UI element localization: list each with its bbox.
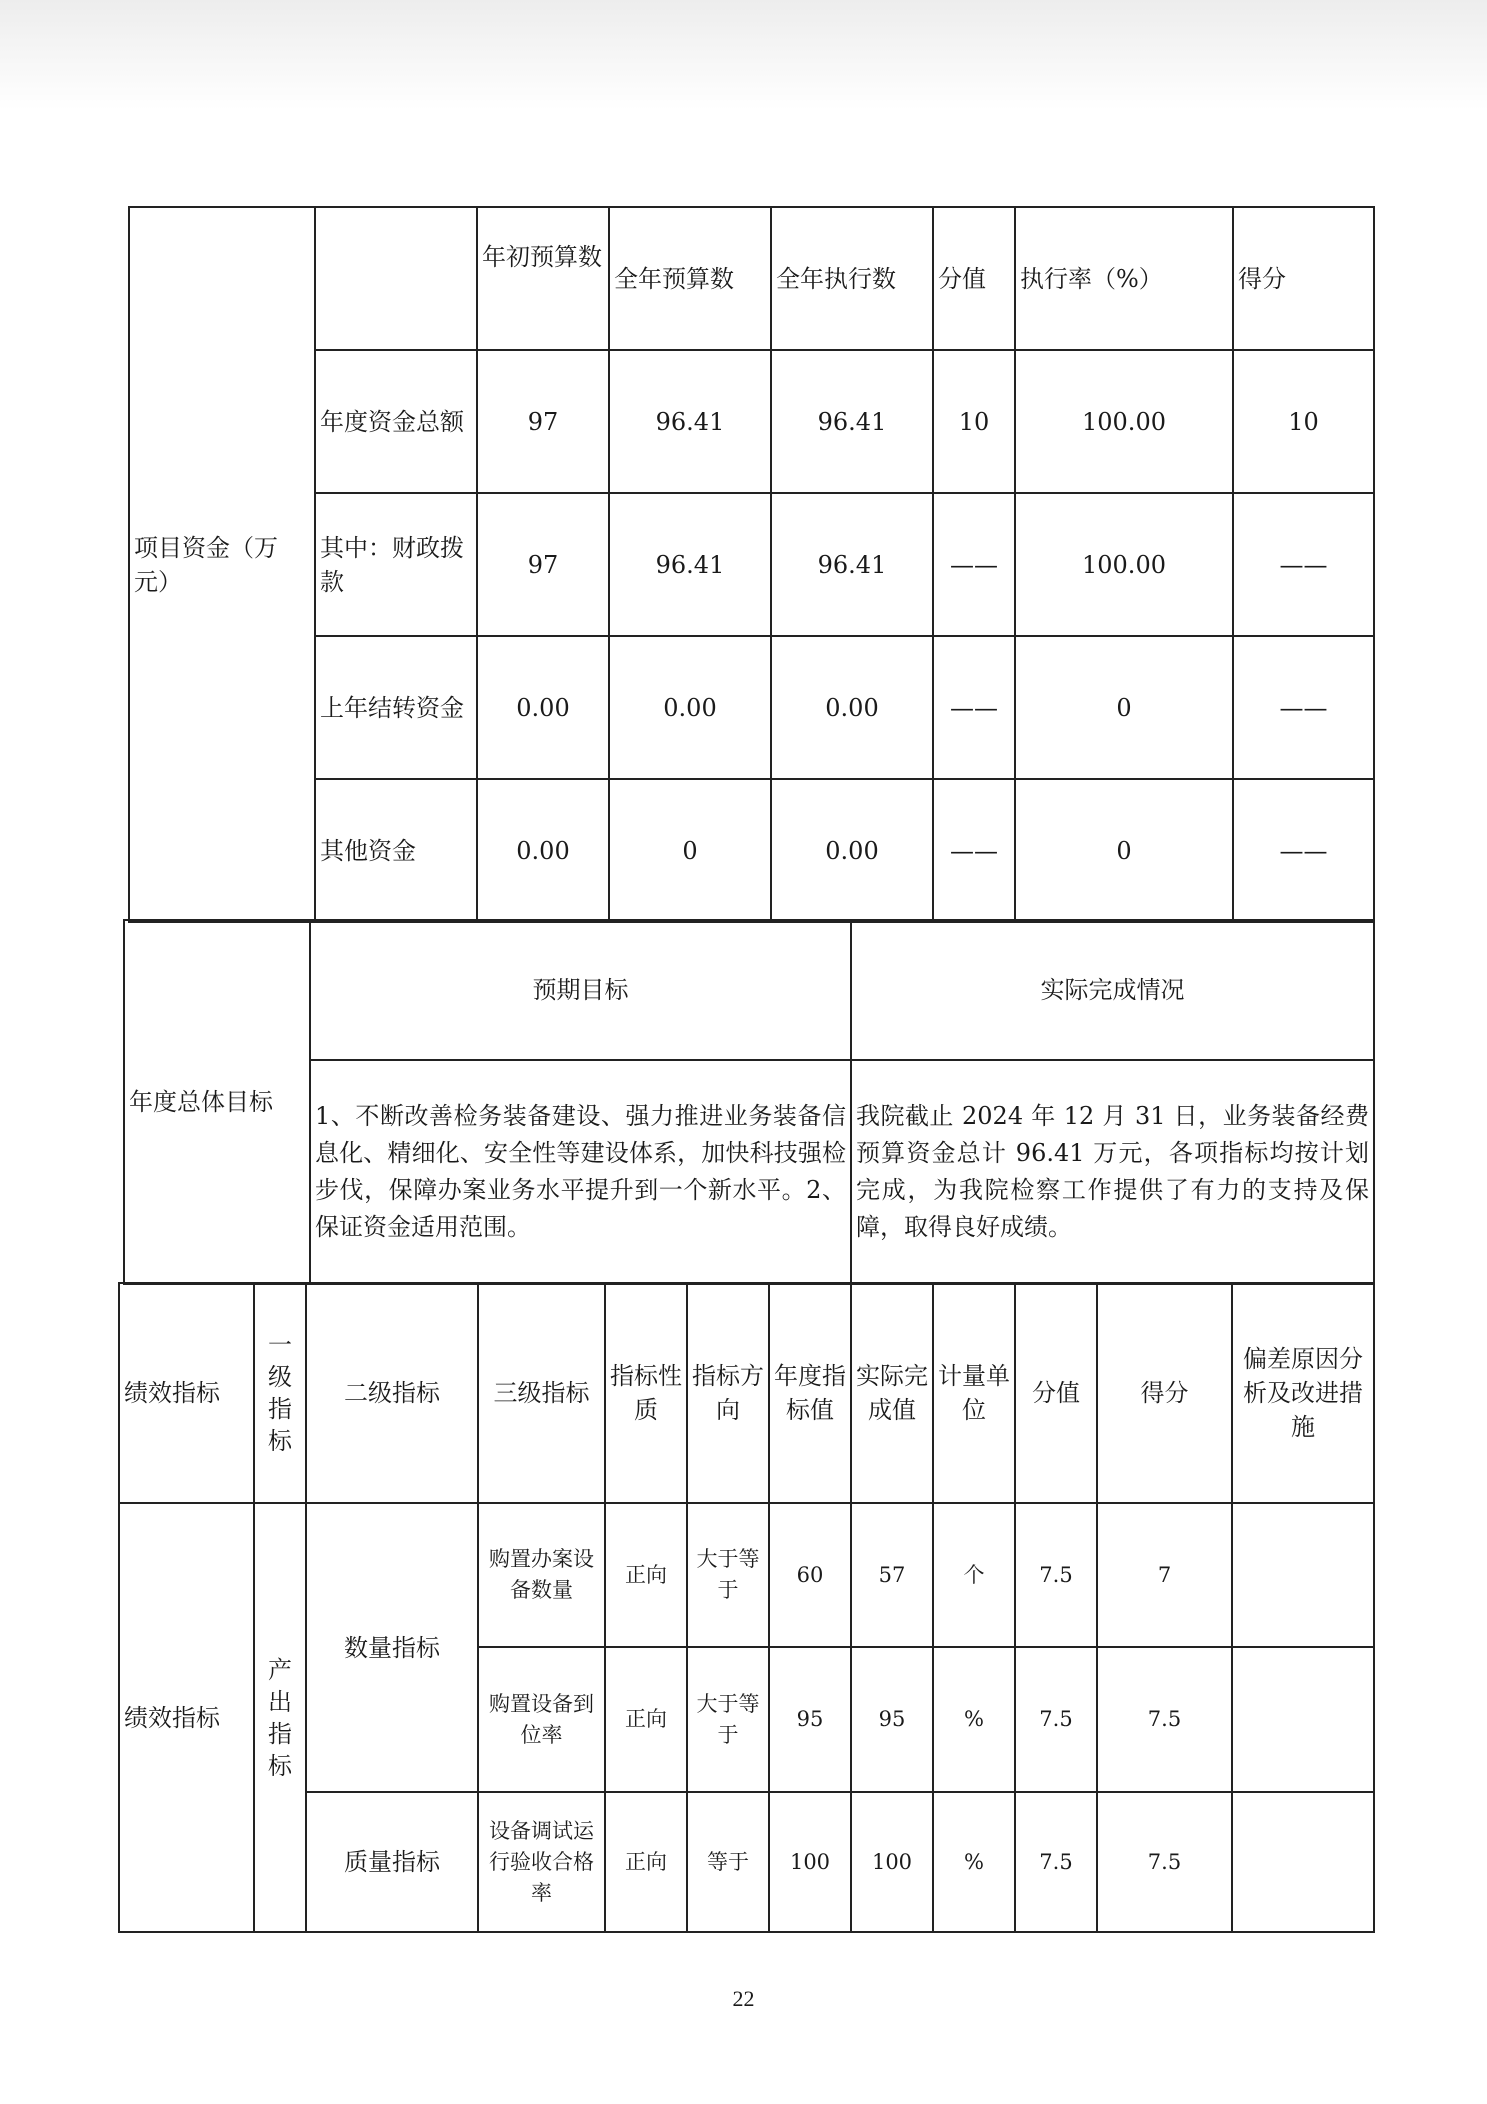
deviation-value (1232, 1792, 1374, 1932)
unit-value: % (933, 1647, 1015, 1792)
scan-top-shade (0, 0, 1487, 110)
funds-corner-cell (315, 207, 477, 350)
funds-row-name: 年度资金总额 (315, 350, 477, 493)
unit-value: % (933, 1792, 1015, 1932)
goals-expected-text: 1、不断改善检务装备建设、强力推进业务装备信息化、精细化、安全性等建设体系，加快科技强检步伐，保障办案业务水平提升到一个新水平。2、保证资金适用范围。 (310, 1060, 851, 1284)
level2-value: 数量指标 (306, 1503, 478, 1792)
level1-value: 产出指标 (254, 1503, 306, 1932)
deviation-value (1232, 1647, 1374, 1792)
funds-header-score-value: 分值 (933, 207, 1015, 350)
funds-row-score-value: —— (933, 493, 1015, 636)
level3-value: 购置设备到位率 (478, 1647, 605, 1792)
direction-value: 大于等于 (687, 1503, 769, 1647)
target-value: 100 (769, 1792, 851, 1932)
score-result: 7.5 (1097, 1792, 1232, 1932)
target-value: 95 (769, 1647, 851, 1792)
funds-row-rate: 0 (1015, 779, 1233, 922)
funds-row-annual: 0 (609, 779, 771, 922)
funds-row-score-value: —— (933, 636, 1015, 779)
funds-row-score-value: 10 (933, 350, 1015, 493)
page-number: 22 (732, 1986, 755, 2011)
header-direction: 指标方向 (687, 1283, 769, 1503)
funds-row-score-value: —— (933, 779, 1015, 922)
score-value-value: 7.5 (1015, 1503, 1097, 1647)
goals-table (123, 919, 1375, 1285)
deviation-value (1232, 1503, 1374, 1647)
funds-header-rate: 执行率（%） (1015, 207, 1233, 350)
funds-row (129, 636, 1374, 779)
goals-actual-header: 实际完成情况 (851, 920, 1374, 1060)
score-value-value: 7.5 (1015, 1792, 1097, 1932)
funds-row-annual: 96.41 (609, 350, 771, 493)
funds-row (129, 779, 1374, 922)
goals-content-row (124, 1060, 1374, 1284)
funds-row (129, 493, 1374, 636)
funds-row-initial: 0.00 (477, 779, 609, 922)
actual-value: 95 (851, 1647, 933, 1792)
level3-value: 购置办案设备数量 (478, 1503, 605, 1647)
goals-expected-header: 预期目标 (310, 920, 851, 1060)
funds-header-row (129, 207, 1374, 350)
funds-header-initial: 年初预算数 (477, 207, 609, 350)
indicators-label: 绩效指标 (119, 1283, 254, 1503)
funds-row-executed: 0.00 (771, 636, 933, 779)
header-level2: 二级指标 (306, 1283, 478, 1503)
header-actual: 实际完成值 (851, 1283, 933, 1503)
goals-actual-text: 我院截止 2024 年 12 月 31 日，业务装备经费预算资金总计 96.41 万元，各项指标均按计划完成，为我院检察工作提供了有力的支持及保障，取得良好成绩。 (851, 1060, 1374, 1284)
header-deviation: 偏差原因分析及改进措施 (1232, 1283, 1374, 1503)
score-result: 7.5 (1097, 1647, 1232, 1792)
goals-header-row (124, 920, 1374, 1060)
funds-row-name: 上年结转资金 (315, 636, 477, 779)
funds-row-rate: 0 (1015, 636, 1233, 779)
header-unit: 计量单位 (933, 1283, 1015, 1503)
funds-row-score: —— (1233, 493, 1374, 636)
level3-value: 设备调试运行验收合格率 (478, 1792, 605, 1932)
funds-row-annual: 96.41 (609, 493, 771, 636)
funds-row-initial: 0.00 (477, 636, 609, 779)
funds-row-score: 10 (1233, 350, 1374, 493)
direction-value: 等于 (687, 1792, 769, 1932)
nature-value: 正向 (605, 1503, 687, 1647)
level2-value: 质量指标 (306, 1792, 478, 1932)
funds-row-initial: 97 (477, 493, 609, 636)
indicator-row (119, 1503, 1374, 1647)
header-score-value: 分值 (1015, 1283, 1097, 1503)
header-score: 得分 (1097, 1283, 1232, 1503)
indicators-header-row (119, 1283, 1374, 1503)
indicators-table (118, 1282, 1375, 1933)
funds-row-score: —— (1233, 779, 1374, 922)
header-nature: 指标性质 (605, 1283, 687, 1503)
funds-header-annual: 全年预算数 (609, 207, 771, 350)
funds-row-rate: 100.00 (1015, 493, 1233, 636)
funds-row-executed: 96.41 (771, 350, 933, 493)
direction-value: 大于等于 (687, 1647, 769, 1792)
actual-value: 100 (851, 1792, 933, 1932)
target-value: 60 (769, 1503, 851, 1647)
indicators-body-label: 绩效指标 (119, 1503, 254, 1932)
funds-row-executed: 0.00 (771, 779, 933, 922)
nature-value: 正向 (605, 1647, 687, 1792)
funds-label: 项目资金（万元） (129, 207, 315, 922)
goals-label: 年度总体目标 (124, 920, 310, 1284)
actual-value: 57 (851, 1503, 933, 1647)
funds-table (128, 206, 1375, 923)
header-level1: 一级指标 (254, 1283, 306, 1503)
funds-row-initial: 97 (477, 350, 609, 493)
score-value-value: 7.5 (1015, 1647, 1097, 1792)
funds-row-name: 其他资金 (315, 779, 477, 922)
header-level3: 三级指标 (478, 1283, 605, 1503)
funds-row-annual: 0.00 (609, 636, 771, 779)
funds-row (129, 350, 1374, 493)
score-result: 7 (1097, 1503, 1232, 1647)
funds-row-name: 其中：财政拨款 (315, 493, 477, 636)
funds-row-rate: 100.00 (1015, 350, 1233, 493)
funds-row-executed: 96.41 (771, 493, 933, 636)
unit-value: 个 (933, 1503, 1015, 1647)
header-target: 年度指标值 (769, 1283, 851, 1503)
nature-value: 正向 (605, 1792, 687, 1932)
funds-header-executed: 全年执行数 (771, 207, 933, 350)
funds-row-score: —— (1233, 636, 1374, 779)
funds-header-score: 得分 (1233, 207, 1374, 350)
indicator-row (119, 1792, 1374, 1932)
